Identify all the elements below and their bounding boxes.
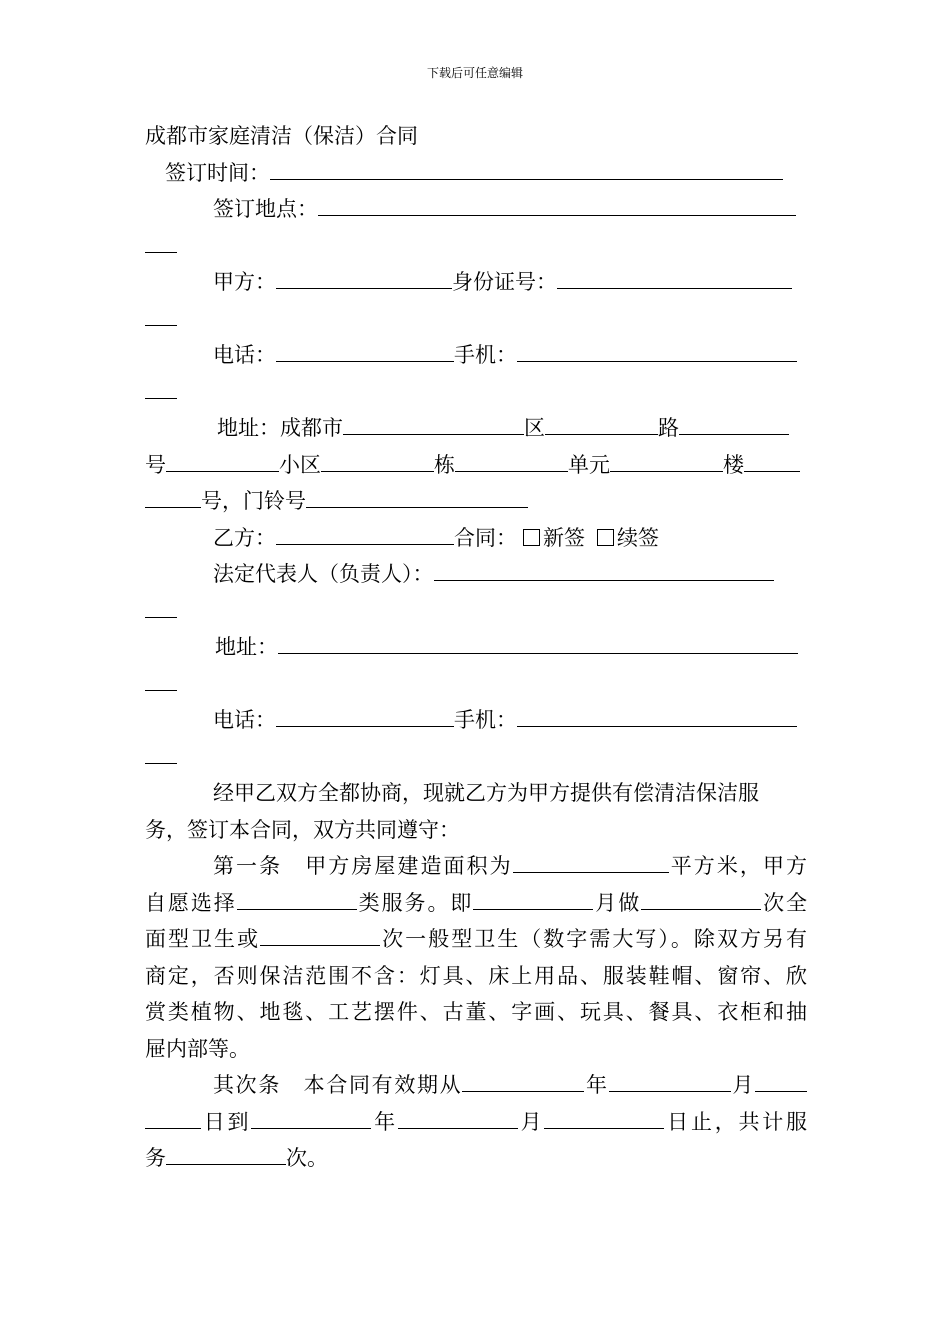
district-field[interactable] xyxy=(343,412,524,435)
end-day-field[interactable] xyxy=(544,1106,664,1129)
article1-line-6: 屉内部等。 xyxy=(145,1036,250,1061)
party-b-phone-field[interactable] xyxy=(276,704,454,727)
party-a-mobile-field[interactable] xyxy=(517,339,797,362)
party-b-rep-row xyxy=(145,556,807,593)
party-a-phone-label: 电话： xyxy=(213,343,276,367)
article1-text: 自愿选择 xyxy=(145,890,237,915)
total-times-field[interactable] xyxy=(166,1142,286,1165)
building-label: 栋 xyxy=(434,452,455,477)
party-a-label: 甲方： xyxy=(213,270,276,294)
article1-line-5: 赏类植物、地毯、工艺摆件、古董、字画、玩具、餐具、衣柜和抽 xyxy=(145,1000,807,1024)
party-b-row xyxy=(145,520,807,557)
article1-line-1 xyxy=(145,848,807,885)
unit-field[interactable] xyxy=(455,449,568,472)
service-type-field[interactable] xyxy=(237,887,357,910)
party-b-address-field[interactable] xyxy=(278,631,798,654)
area-field[interactable] xyxy=(513,850,669,873)
start-day-field-cont[interactable] xyxy=(145,1106,201,1129)
party-b-address-row xyxy=(145,629,807,666)
party-a-id-label: 身份证号： xyxy=(452,270,557,294)
article2-line-3 xyxy=(145,1140,807,1177)
article1-text: 平方米，甲方 xyxy=(668,854,808,878)
party-b-address-field-cont[interactable] xyxy=(145,668,177,691)
article2-text: 月 xyxy=(517,1109,545,1134)
contract-type-label: 合同： xyxy=(454,525,517,550)
party-b-addr-label: 地址： xyxy=(215,635,278,659)
article1-text: 类服务。即 xyxy=(356,890,474,915)
sign-place-row xyxy=(145,191,807,228)
article1-line-2 xyxy=(145,885,807,922)
party-a-row xyxy=(145,264,807,301)
article1-text: 第一条 甲方房屋建造面积为 xyxy=(213,854,513,878)
party-b-label: 乙方： xyxy=(213,525,276,550)
party-a-mobile-label: 手机： xyxy=(454,343,517,367)
party-a-addr-label: 地址：成都市 xyxy=(217,416,343,440)
floor-label: 楼 xyxy=(723,452,744,477)
party-b-rep-field[interactable] xyxy=(434,558,774,581)
contract-body xyxy=(145,118,807,1177)
new-sign-label: 新签 xyxy=(543,525,585,550)
room-field-cont[interactable] xyxy=(145,485,201,508)
party-b-mobile-field-cont[interactable] xyxy=(145,741,177,764)
road-label: 路 xyxy=(658,416,679,440)
party-b-mobile-field[interactable] xyxy=(517,704,797,727)
party-b-name-field[interactable] xyxy=(276,522,454,545)
unit-label: 单元 xyxy=(568,452,610,477)
intro-line-1: 经甲乙双方全都协商，现就乙方为甲方提供有偿清洁保洁服 xyxy=(213,781,759,805)
party-a-phone-field[interactable] xyxy=(276,339,454,362)
article2-text: 日到 xyxy=(201,1109,252,1134)
months-field[interactable] xyxy=(473,887,593,910)
article1-text: 次一般型卫生（数字需大写）。除双方另有 xyxy=(380,927,808,951)
sign-time-label: 签订时间： xyxy=(165,160,270,185)
article2-line-2 xyxy=(145,1104,807,1141)
room-field[interactable] xyxy=(744,449,800,472)
sign-time-row xyxy=(145,155,807,192)
party-b-rep-field-cont[interactable] xyxy=(145,595,177,618)
party-a-address-row-2 xyxy=(145,447,807,484)
general-clean-times-field[interactable] xyxy=(260,923,380,946)
article2-line-1 xyxy=(145,1067,807,1104)
article2-text: 日止，共计服 xyxy=(664,1109,808,1134)
floor-field[interactable] xyxy=(610,449,723,472)
article2-text: 其次条 本合同有效期从 xyxy=(213,1073,463,1097)
party-a-address-row-3 xyxy=(145,483,807,520)
end-month-field[interactable] xyxy=(398,1106,518,1129)
party-a-address-row xyxy=(145,410,807,447)
article2-text: 务 xyxy=(145,1146,166,1170)
article2-text: 年 xyxy=(584,1073,609,1097)
renew-label: 续签 xyxy=(617,525,659,550)
party-a-phone-row xyxy=(145,337,807,374)
building-field[interactable] xyxy=(321,449,434,472)
road-number-field[interactable] xyxy=(679,412,789,435)
community-field[interactable] xyxy=(166,449,279,472)
party-a-name-field[interactable] xyxy=(276,266,452,289)
sign-place-field-cont[interactable] xyxy=(145,230,177,253)
sign-time-field[interactable] xyxy=(270,157,783,180)
article2-text: 年 xyxy=(371,1109,398,1134)
article2-text: 月 xyxy=(730,1073,756,1097)
article1-line-3 xyxy=(145,921,807,958)
sign-place-label: 签订地点： xyxy=(213,197,318,221)
party-b-rep-label: 法定代表人（负责人）： xyxy=(213,562,434,586)
party-b-phone-label: 电话： xyxy=(213,708,276,732)
renew-checkbox[interactable] xyxy=(597,529,614,546)
start-year-field[interactable] xyxy=(462,1069,584,1092)
road-field[interactable] xyxy=(545,412,658,435)
district-label: 区 xyxy=(524,416,545,440)
start-day-field[interactable] xyxy=(755,1069,807,1092)
party-a-id-field-cont[interactable] xyxy=(145,303,177,326)
new-sign-checkbox[interactable] xyxy=(523,529,540,546)
header-note: 下载后可任意编辑 xyxy=(426,66,523,80)
doorbell-field[interactable] xyxy=(306,485,528,508)
article1-line-4: 商定，否则保洁范围不含：灯具、床上用品、服装鞋帽、窗帘、欣 xyxy=(145,963,807,988)
article1-text: 次全 xyxy=(761,890,808,915)
party-b-phone-row xyxy=(145,702,807,739)
doorbell-label: 号，门铃号 xyxy=(201,489,306,513)
number-label: 号 xyxy=(145,452,166,477)
start-month-field[interactable] xyxy=(609,1069,731,1092)
full-clean-times-field[interactable] xyxy=(641,887,761,910)
party-a-id-field[interactable] xyxy=(557,266,792,289)
party-b-mobile-label: 手机： xyxy=(454,708,517,732)
community-label: 小区 xyxy=(279,452,321,477)
article2-text: 次。 xyxy=(286,1146,328,1170)
article1-text: 面型卫生或 xyxy=(145,927,261,951)
end-year-field[interactable] xyxy=(251,1106,371,1129)
intro-line-2: 务，签订本合同，双方共同遵守： xyxy=(145,817,460,842)
contract-title: 成都市家庭清洁（保洁）合同 xyxy=(145,124,418,148)
sign-place-field[interactable] xyxy=(318,193,796,216)
party-a-mobile-field-cont[interactable] xyxy=(145,376,177,399)
article1-text: 月做 xyxy=(593,890,642,915)
